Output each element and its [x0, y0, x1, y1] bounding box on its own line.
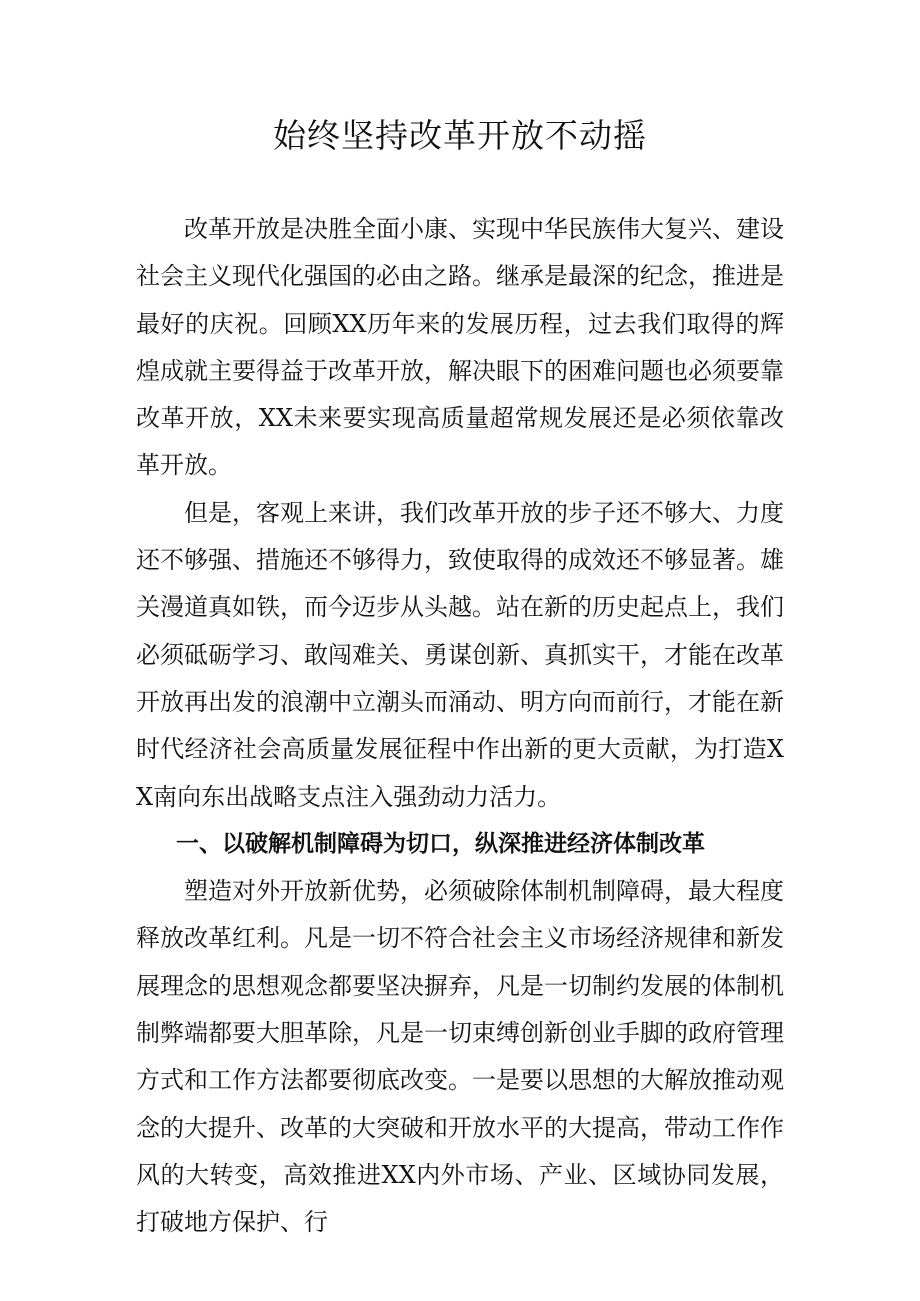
document-body [136, 206, 784, 1247]
paragraph-challenges: 但是，客观上来讲，我们改革开放的步子还不够大、力度还不够强、措施还不够得力，致使取得的成效还不够显著。雄关漫道真如铁，而今迈步从头越。站在新的历史起点上，我们必须砥砺学习、敢闯难关、勇谋创新、真抓实干，才能在改革开放再出发的浪潮中立潮头而涌动、明方向而前行，才能在新时代经济社会高质量发展征程中作出新的更大贡献，为打造XX南向东出战略支点注入强劲动力活力。 [136, 498, 784, 811]
document-title: 始终坚持改革开放不动摇 [273, 116, 647, 155]
paragraph-section-one: 塑造对外开放新优势，必须破除体制机制障碍，最大程度释放改革红利。凡是一切不符合社会主义市场经济规律和新发展理念的思想观念都要坚决摒弃，凡是一切制约发展的体制机制弊端都要大胆革除，凡是一切束缚创新创业手脚的政府管理方式和工作方法都要彻底改变。一是要以思想的大解放推动观念的大提升、改革的大突破和开放水平的大提高，带动工作作风的大转变，高效推进XX内外市场、产业、区域协同发展，打破地方保护、行 [136, 877, 784, 1237]
section-heading: 一、以破解机制障碍为切口，纵深推进经济体制改革 [176, 830, 705, 857]
paragraph-intro: 改革开放是决胜全面小康、实现中华民族伟大复兴、建设社会主义现代化强国的必由之路。继承是最深的纪念，推进是最好的庆祝。回顾XX历年来的发展历程，过去我们取得的辉煌成就主要得益于改革开放，解决眼下的困难问题也必须要靠改革开放，XX未来要实现高质量超常规发展还是必须依靠改革开放。 [136, 215, 784, 480]
